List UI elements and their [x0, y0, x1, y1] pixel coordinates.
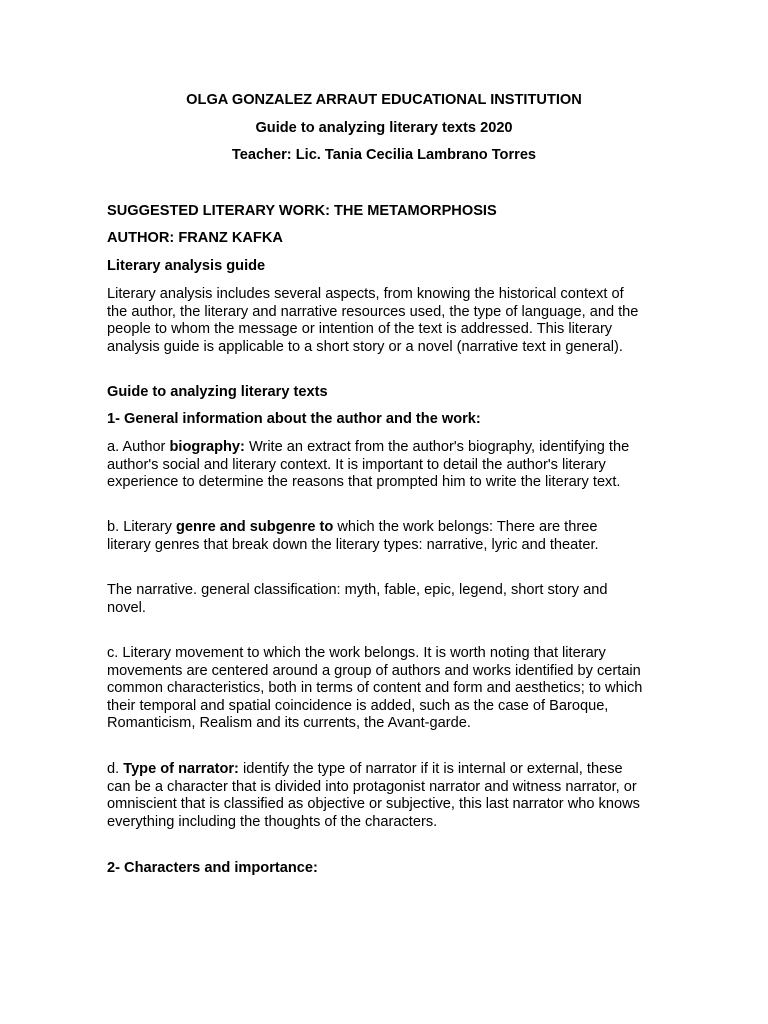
item-b-paragraph [107, 519, 667, 554]
paragraph-line: experience to determine the reasons that prompted him to write the literary text. [107, 474, 621, 491]
item-b-bold: genre and subgenre to [175, 519, 334, 535]
item-a-prefix: a. Author [107, 439, 170, 455]
intro-heading: Literary analysis guide [107, 258, 266, 274]
institution-title: OLGA GONZALEZ ARRAUT EDUCATIONAL INSTITUTION [186, 92, 582, 108]
item-d-prefix: d. [107, 761, 124, 777]
paragraph-line: movements are centered around a group of authors and works identified by certain [107, 662, 641, 679]
item-d-paragraph [107, 761, 667, 831]
paragraph-line: their temporal and spatial coincidence is added, such as the case of Baroque, [107, 697, 609, 714]
paragraph-line: Romanticism, Realism and its currents, the Avant-garde. [107, 715, 471, 732]
item-b-prefix: b. Literary [107, 519, 176, 535]
intro-paragraph [107, 286, 667, 356]
item-d-bold: Type of narrator: [123, 761, 239, 777]
paragraph-line: novel. [107, 599, 146, 616]
paragraph-line: common characteristics, both in terms of content and form and aesthetics; to which [107, 680, 643, 697]
teacher-line: Teacher: Lic. Tania Cecilia Lambrano Torres [231, 147, 537, 163]
guide-heading: Guide to analyzing literary texts [107, 384, 328, 400]
paragraph-line: can be a character that is divided into protagonist narrator and witness narrator, or [107, 778, 637, 795]
paragraph-line: author's social and literary context. It is important to detail the author's literary [107, 456, 606, 473]
item-a-bold: biography: [169, 439, 245, 455]
paragraph-line: Literary analysis includes several aspects, from knowing the historical context of [107, 286, 624, 302]
paragraph-line: everything including the thoughts of the characters. [107, 813, 438, 830]
paragraph-line: people to whom the message or intention of the text is addressed. This literary [107, 321, 613, 338]
item-b-rest: which the work belongs: There are three [333, 519, 598, 535]
paragraph-line: analysis guide is applicable to a short story or a novel (narrative text in general). [107, 338, 623, 355]
item-c-paragraph [107, 645, 667, 733]
section-1-heading: 1- General information about the author and the work: [107, 411, 481, 427]
item-a-paragraph [107, 439, 667, 492]
guide-title: Guide to analyzing literary texts 2020 [255, 120, 513, 136]
paragraph-line: literary genres that break down the literary types: narrative, lyric and theater. [107, 536, 599, 553]
narrative-paragraph [107, 582, 667, 617]
paragraph-line: c. Literary movement to which the work belongs. It is worth noting that literary [107, 645, 606, 661]
paragraph-line: The narrative. general classification: myth, fable, epic, legend, short story and [107, 582, 608, 598]
paragraph-line: omniscient that is classified as objective or subjective, this last narrator who knows [107, 796, 640, 813]
item-d-rest: identify the type of narrator if it is internal or external, these [238, 761, 623, 777]
author-line: AUTHOR: FRANZ KAFKA [107, 230, 283, 246]
item-a-rest: Write an extract from the author's biography, identifying the [244, 439, 630, 455]
paragraph-line: the author, the literary and narrative resources used, the type of language, and the [107, 303, 639, 320]
suggested-work: SUGGESTED LITERARY WORK: THE METAMORPHOSIS [107, 203, 497, 219]
section-2-heading: 2- Characters and importance: [107, 860, 318, 876]
